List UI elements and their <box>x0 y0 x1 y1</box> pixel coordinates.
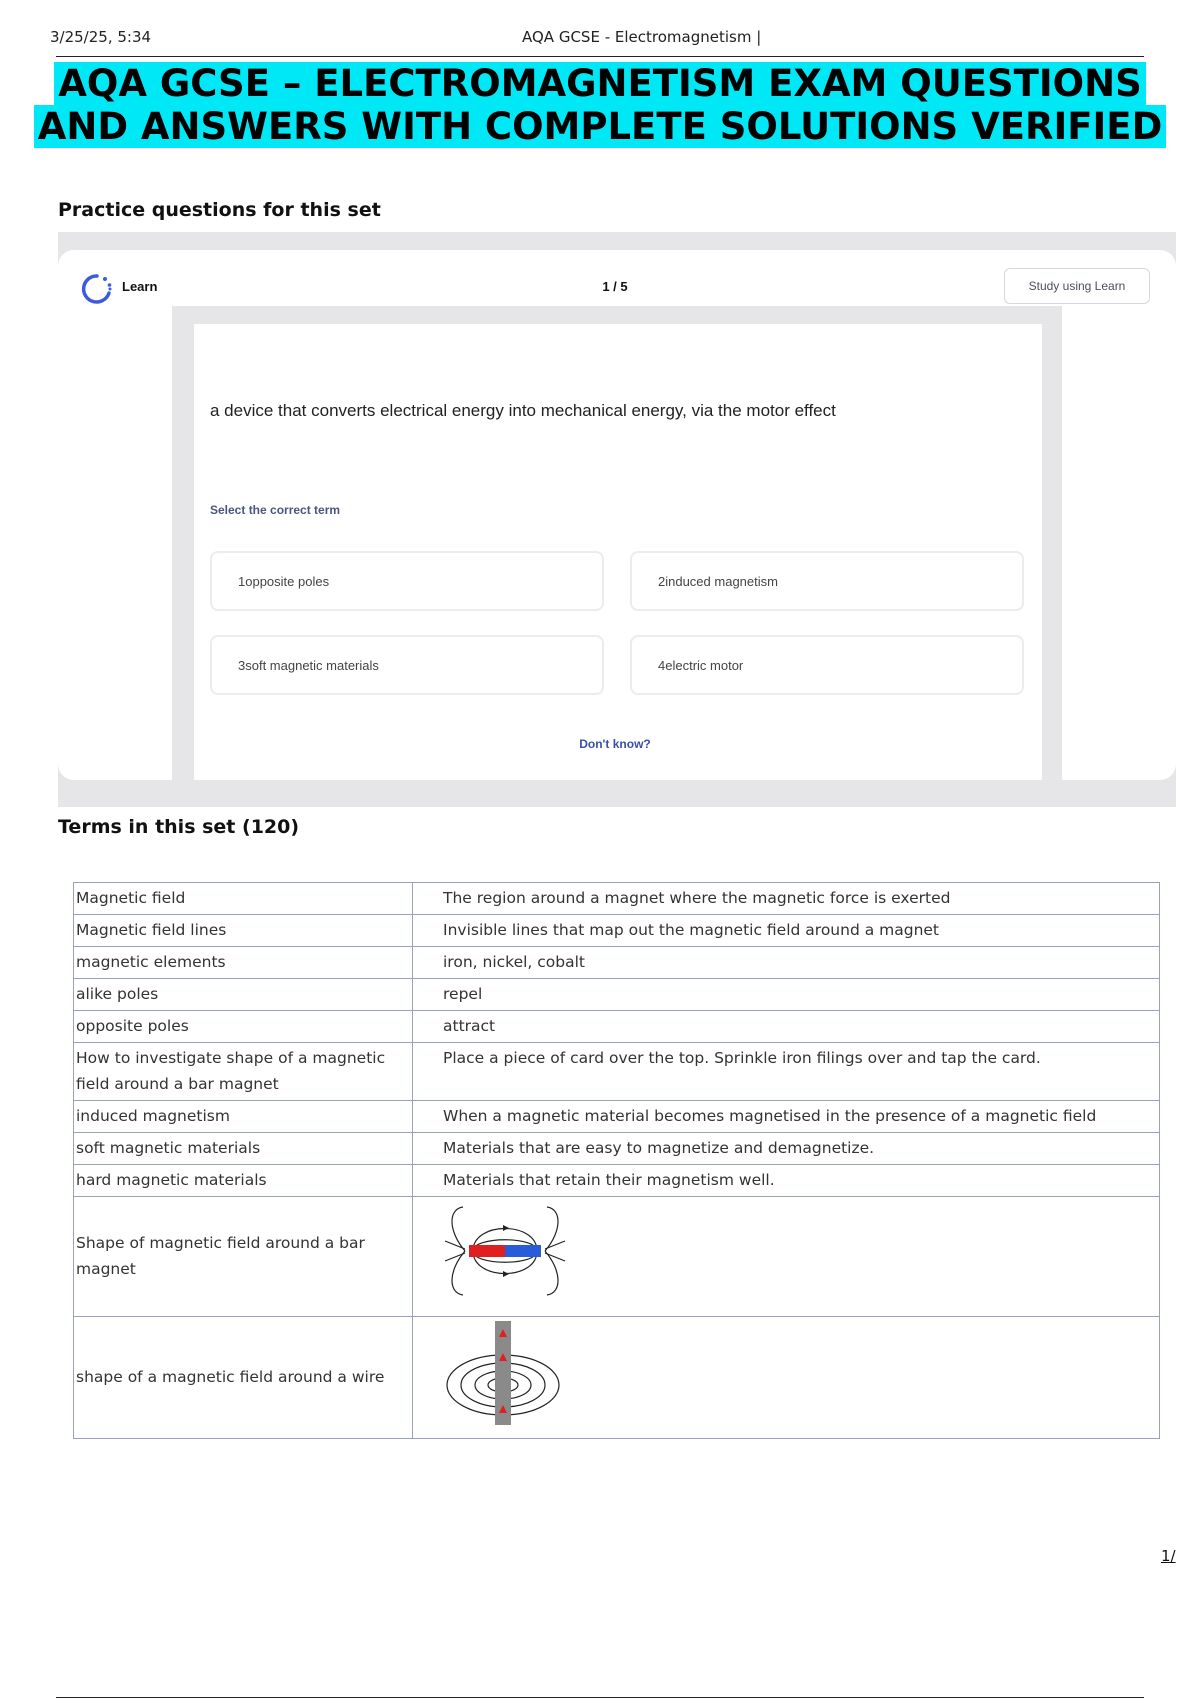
document-title <box>0 62 1200 148</box>
table-row <box>74 1165 1160 1197</box>
document-title-line-2: AND ANSWERS WITH COMPLETE SOLUTIONS VERIFIED <box>34 105 1167 148</box>
table-row <box>74 1317 1160 1439</box>
table-row <box>74 1197 1160 1317</box>
table-row <box>74 915 1160 947</box>
table-row <box>74 1043 1160 1101</box>
header-divider <box>56 56 1144 57</box>
question-text: a device that converts electrical energy into mechanical energy, via the motor effect <box>210 401 836 420</box>
term-cell: Magnetic field lines <box>74 915 413 947</box>
term-cell: shape of a magnetic field around a wire <box>74 1317 413 1439</box>
term-cell: alike poles <box>74 979 413 1011</box>
term-cell: opposite poles <box>74 1011 413 1043</box>
bar-magnet-field-diagram <box>443 1201 567 1301</box>
practice-heading: Practice questions for this set <box>58 199 381 221</box>
definition-cell: Materials that retain their magnetism well. <box>413 1165 1160 1197</box>
table-row <box>74 979 1160 1011</box>
term-cell: hard magnetic materials <box>74 1165 413 1197</box>
footer-divider <box>56 1697 1144 1698</box>
terms-heading: Terms in this set (120) <box>58 816 300 838</box>
term-cell: Magnetic field <box>74 883 413 915</box>
print-date: 3/25/25, 5:34 <box>50 28 152 46</box>
definition-cell <box>413 1197 1160 1317</box>
table-row <box>74 1011 1160 1043</box>
table-row <box>74 1133 1160 1165</box>
print-title: AQA GCSE - Electromagnetism | <box>522 28 762 46</box>
table-row <box>74 947 1160 979</box>
answer-option-3[interactable]: 3soft magnetic materials <box>210 635 604 695</box>
study-using-learn-button[interactable]: Study using Learn <box>1004 268 1150 304</box>
definition-cell: The region around a magnet where the magnetic force is exerted <box>413 883 1160 915</box>
definition-cell: iron, nickel, cobalt <box>413 947 1160 979</box>
document-title-line-1: AQA GCSE – ELECTROMAGNETISM EXAM QUESTIONS <box>54 62 1146 105</box>
learn-label: Learn <box>122 279 158 294</box>
select-prompt: Select the correct term <box>210 503 341 517</box>
definition-cell <box>413 1317 1160 1439</box>
answer-option-2[interactable]: 2induced magnetism <box>630 551 1024 611</box>
term-cell: How to investigate shape of a magnetic field around a bar magnet <box>74 1043 413 1101</box>
wire-magnetic-field-diagram <box>443 1321 567 1427</box>
definition-cell: When a magnetic material becomes magnetised in the presence of a magnetic field <box>413 1101 1160 1133</box>
term-cell: soft magnetic materials <box>74 1133 413 1165</box>
answer-option-4[interactable]: 4electric motor <box>630 635 1024 695</box>
table-row <box>74 883 1160 915</box>
question-counter: 1 / 5 <box>602 279 628 294</box>
definition-cell: Materials that are easy to magnetize and demagnetize. <box>413 1133 1160 1165</box>
definition-cell: attract <box>413 1011 1160 1043</box>
terms-table <box>73 882 1160 1439</box>
answer-option-1[interactable]: 1opposite poles <box>210 551 604 611</box>
definition-cell: repel <box>413 979 1160 1011</box>
term-cell: Shape of magnetic field around a bar magnet <box>74 1197 413 1317</box>
table-row <box>74 1101 1160 1133</box>
definition-cell: Invisible lines that map out the magnetic field around a magnet <box>413 915 1160 947</box>
term-cell: magnetic elements <box>74 947 413 979</box>
page-number: 1/ <box>1161 1547 1176 1565</box>
definition-cell: Place a piece of card over the top. Sprinkle iron filings over and tap the card. <box>413 1043 1160 1101</box>
dont-know-link[interactable]: Don't know? <box>579 737 651 751</box>
term-cell: induced magnetism <box>74 1101 413 1133</box>
page-header <box>50 28 1144 50</box>
learn-logo-icon <box>80 272 114 306</box>
